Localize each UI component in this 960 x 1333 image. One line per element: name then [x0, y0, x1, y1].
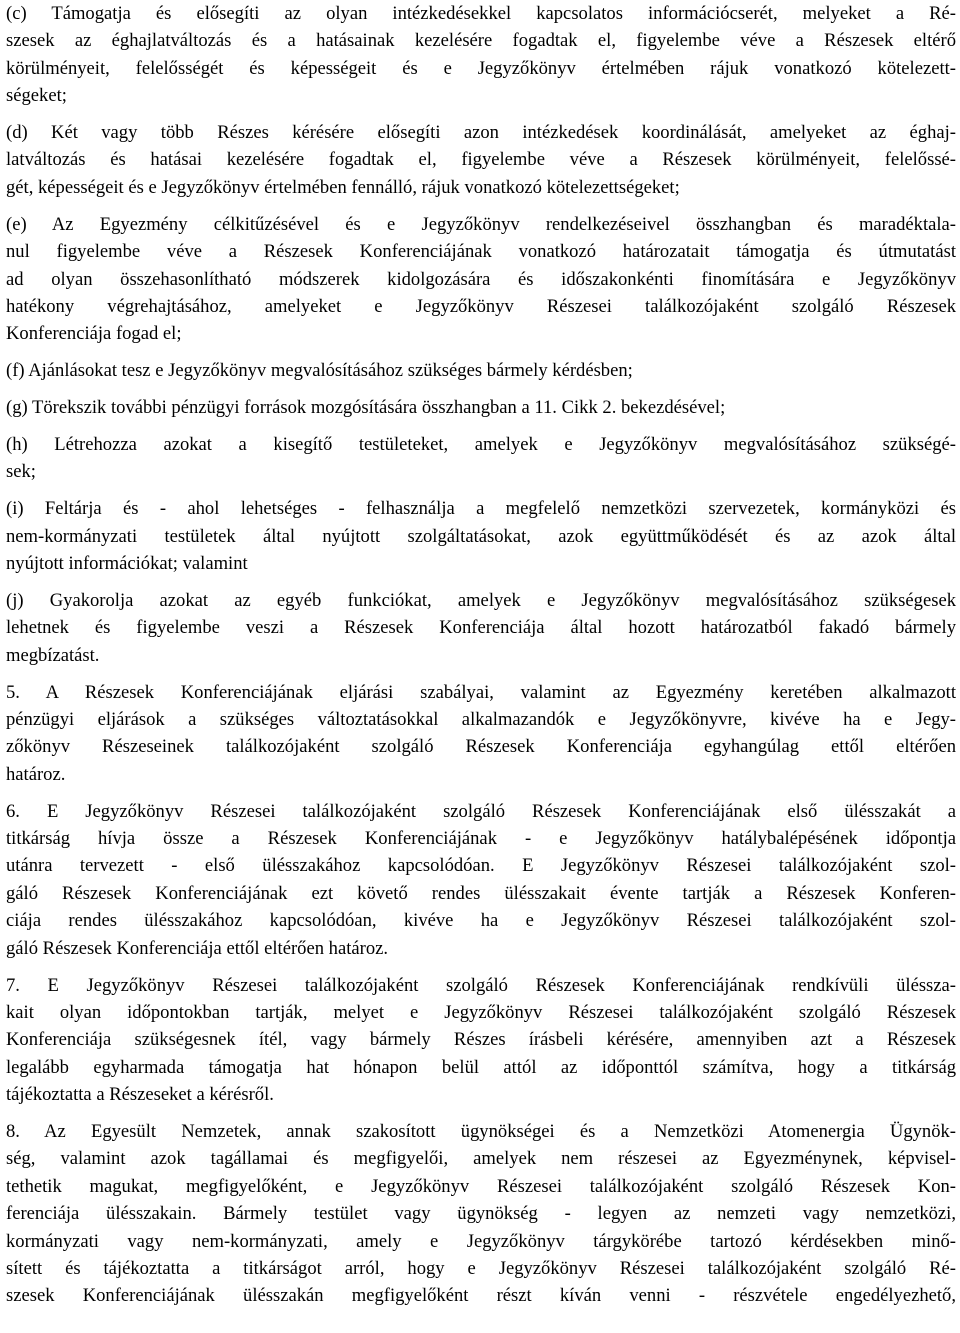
text-line: (h) Létrehozza azokat a kisegítő testületeket, amelyek e Jegyzőkönyv megvalósításához szükségé-: [6, 433, 956, 455]
text-line: 7. E Jegyzőkönyv Részesei találkozójaként szolgáló Részesek Konferenciájának rendkívüli üléssza-: [6, 974, 956, 996]
text-line: (e) Az Egyezmény célkitűzésével és e Jegyzőkönyv rendelkezéseivel összhangban és maradéktala-: [6, 213, 956, 235]
paragraph-j: [6, 587, 956, 669]
text-line: ségeket;: [6, 85, 67, 107]
paragraph-6: [6, 798, 956, 962]
document-page: [6, 0, 956, 1319]
text-line: gét, képességeit és e Jegyzőkönyv értelmében fennálló, rájuk vonatkozó kötelezettségeket;: [6, 176, 680, 198]
text-line: tethetik magukat, megfigyelőként, e Jegyzőkönyv Részesei találkozójaként szolgáló Részesek Kon-: [6, 1175, 956, 1197]
text-line: (i) Feltárja és - ahol lehetséges - felhasználja a megfelelő nemzetközi szervezetek, kormányközi és: [6, 498, 956, 520]
text-line: határoz.: [6, 763, 66, 785]
text-line: megbízatást.: [6, 644, 100, 666]
text-line: latváltozás és hatásai kezelésére fogadtak el, figyelembe véve a Részesek körülményeit, felelőssé-: [6, 149, 956, 171]
text-line: tájékoztatta a Részeseket a kérésről.: [6, 1084, 274, 1106]
paragraph-5: [6, 679, 956, 789]
text-line: körülményeit, felelősségét és képességeit és e Jegyzőkönyv értelmében rájuk vonatkozó kötelezett-: [6, 57, 956, 79]
text-line: utánra tervezett - első ülésszakához kapcsolódóan. E Jegyzőkönyv Részesei találkozójaként szol-: [6, 855, 956, 877]
text-line: ferenciája ülésszakain. Bármely testület vagy ügynökség - legyen az nemzeti vagy nemzetközi,: [6, 1203, 956, 1225]
paragraph-d: [6, 119, 956, 201]
text-line: szesek Konferenciájának ülésszakán megfigyelőként részt kíván venni - részvétele engedélyezhető,: [6, 1285, 956, 1307]
paragraph-e: [6, 211, 956, 348]
text-line: kait olyan időpontokban tartják, melyet e Jegyzőkönyv Részesei találkozójaként szolgáló Részesek: [6, 1001, 956, 1023]
text-line: 8. Az Egyesült Nemzetek, annak szakosított ügynökségei és a Nemzetközi Atomenergia Ügynök-: [6, 1120, 956, 1142]
paragraph-h: [6, 431, 956, 486]
text-line: sek;: [6, 461, 36, 483]
text-line: titkárság hívja össze a Részesek Konferenciájának - e Jegyzőkönyv hatálybalépésének időpontja: [6, 828, 956, 850]
text-line: 5. A Részesek Konferenciájának eljárási szabályai, valamint az Egyezmény keretében alkalmazott: [6, 681, 956, 703]
text-line: ad olyan összehasonlítható módszerek kidolgozására és időszakonkénti finomítására e Jegyzőkönyv: [6, 268, 956, 290]
text-line: (f) Ajánlásokat tesz e Jegyzőkönyv megvalósításához szükséges bármely kérdésben;: [6, 360, 633, 382]
text-line: Konferenciája fogad el;: [6, 323, 182, 345]
paragraph-f: [6, 357, 956, 384]
paragraph-7: [6, 972, 956, 1109]
text-line: gáló Részesek Konferenciájának ezt követő rendes ülésszakait évente tartják a Részesek Konferen-: [6, 882, 956, 904]
text-line: ciája rendes ülésszakához kapcsolódóan, kivéve ha e Jegyzőkönyv Részesei találkozójaként szol-: [6, 910, 956, 932]
paragraph-c: [6, 0, 956, 110]
text-line: nul figyelembe véve a Részesek Konferenciájának vonatkozó határozatait támogatja és útmutatást: [6, 241, 956, 263]
text-line: (g) Törekszik további pénzügyi források mozgósítására összhangban a 11. Cikk 2. bekezdésével;: [6, 397, 726, 419]
text-line: kormányzati vagy nem-kormányzati, amely e Jegyzőkönyv tárgykörébe tartozó kérdésekben minő-: [6, 1230, 956, 1252]
paragraph-g: [6, 394, 956, 421]
text-line: nyújtott információkat; valamint: [6, 553, 248, 575]
text-line: hatékony végrehajtásához, amelyeket e Jegyzőkönyv Részesei találkozójaként szolgáló Részesek: [6, 295, 956, 317]
text-line: sített és tájékoztatta a titkárságot arról, hogy e Jegyzőkönyv Részesei találkozójaként szolgáló Ré-: [6, 1257, 956, 1279]
text-line: (d) Két vagy több Részes kérésére elősegíti azon intézkedések koordinálását, amelyeket az éghaj-: [6, 122, 956, 144]
text-line: Konferenciája szükségesnek ítél, vagy bármely Részes írásbeli kérésére, amennyiben azt a Részesek: [6, 1029, 956, 1051]
text-line: gáló Részesek Konferenciája ettől eltérően határoz.: [6, 937, 389, 959]
text-line: pénzügyi eljárások a szükséges változtatásokkal alkalmazandók e Jegyzőkönyvre, kivéve ha e Jegy-: [6, 708, 956, 730]
text-line: zőkönyv Részeseinek találkozójaként szolgáló Részesek Konferenciája egyhangúlag ettől eltérően: [6, 736, 956, 758]
text-line: lehetnek és figyelembe veszi a Részesek Konferenciája által hozott határozatból fakadó bármely: [6, 617, 956, 639]
text-line: ség, valamint azok tagállamai és megfigyelői, amelyek nem részesei az Egyezménynek, képvisel-: [6, 1148, 956, 1170]
text-line: legalább egyharmada támogatja hat hónapon belül attól az időponttól számítva, hogy a titkárság: [6, 1056, 956, 1078]
text-line: 6. E Jegyzőkönyv Részesei találkozójaként szolgáló Részesek Konferenciájának első ülésszakát a: [6, 800, 956, 822]
text-line: szesek az éghajlatváltozás és a hatásainak kezelésére fogadtak el, figyelembe véve a Részesek eltérő: [6, 30, 956, 52]
text-line: nem-kormányzati testületek által nyújtott szolgáltatásokat, azok együttműködését és az azok által: [6, 525, 956, 547]
paragraph-i: [6, 495, 956, 577]
text-line: (j) Gyakorolja azokat az egyéb funkciókat, amelyek e Jegyzőkönyv megvalósításához szükségesek: [6, 589, 956, 611]
text-line: (c) Támogatja és elősegíti az olyan intézkedésekkel kapcsolatos információcserét, melyeket a Ré-: [6, 3, 956, 24]
paragraph-8: [6, 1118, 956, 1310]
